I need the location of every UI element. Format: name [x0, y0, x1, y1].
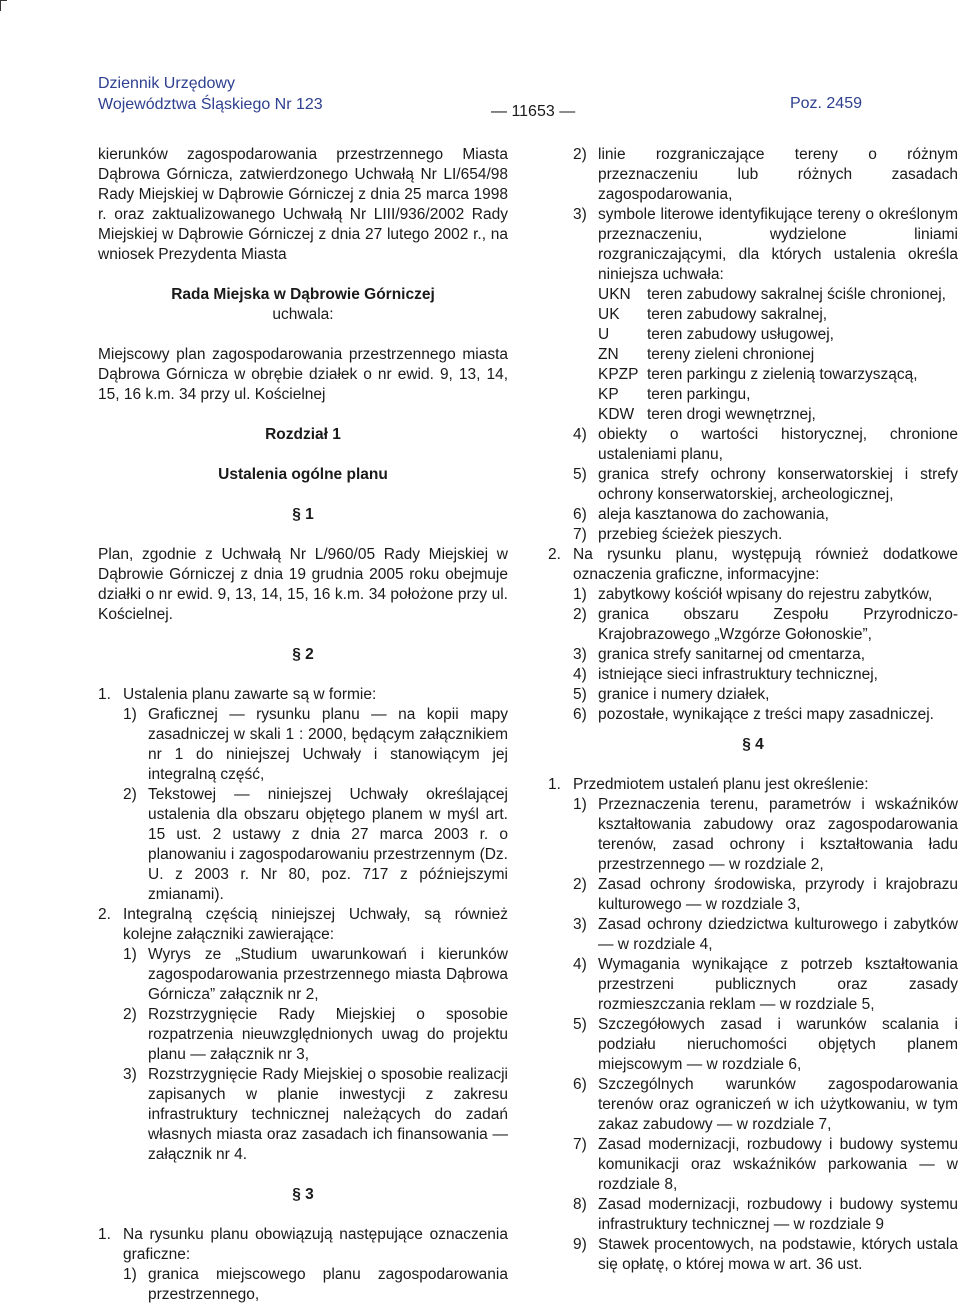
item-text: Tekstowej — niniejszej Uchwały określającej ustalenia dla obszaru objętego planem w myśl art. 15 ust. 2 ustawy z dnia 27 marca 2003 r. o planowaniu i zagospodarowaniu przestrzennym (Dz. U. z 2003 r. Nr 80, poz. 717 z późniejszymi zmianami).: [148, 786, 508, 903]
item-text: Przeznaczenia terenu, parametrów i wskaźników kształtowania zabudowy oraz zagospodarowania terenów, zasad ochrony i kształtowania ładu przestrzennego — w rozdziale 2,: [598, 796, 958, 873]
right-column: [548, 145, 958, 1275]
section-1-heading: § 1: [292, 506, 314, 523]
item-number: 5): [573, 686, 587, 703]
list-item: [548, 525, 958, 545]
list-item: [548, 1195, 958, 1235]
publication-name: Dziennik Urzędowy: [98, 75, 235, 92]
section-2-point-1-list: [98, 705, 508, 905]
publication-issue: Województwa Śląskiego Nr 123: [98, 96, 323, 113]
item-number: 1): [573, 586, 587, 603]
item-number: 2): [123, 786, 137, 803]
symbol-code: ZN: [598, 346, 619, 363]
item-text: linie rozgraniczające tereny o różnym przeznaczeniu lub różnych zasadach zagospodarowania,: [598, 146, 958, 203]
item-number: 1): [573, 796, 587, 813]
symbol-row: [548, 285, 958, 305]
symbol-description: teren zabudowy usługowej,: [647, 326, 834, 343]
symbol-code: KPZP: [598, 366, 639, 383]
symbol-code: KP: [598, 386, 619, 403]
item-text: granica strefy sanitarnej od cmentarza,: [598, 646, 866, 663]
chapter-number: Rozdział 1: [265, 426, 341, 443]
item-number: 3): [573, 916, 587, 933]
item-text: Szczegółowych zasad i warunków scalania i podziału nieruchomości objętych planem miejscowym — w rozdziale 6,: [598, 1016, 958, 1073]
list-item: [548, 915, 958, 955]
item-number: 2): [573, 876, 587, 893]
item-number: 9): [573, 1236, 587, 1253]
item-text: granice i numery działek,: [598, 686, 770, 703]
item-number: 7): [573, 526, 587, 543]
item-text: Szczególnych warunków zagospodarowania terenów oraz ograniczeń w ich użytkowaniu, w tym zakaz zabudowy — w rozdziale 7,: [598, 1076, 958, 1133]
symbol-code: U: [598, 326, 610, 343]
page-header: [98, 73, 862, 121]
item-number: 5): [573, 1016, 587, 1033]
section-3-heading: § 3: [292, 1186, 314, 1203]
item-text: Wyrys ze „Studium uwarunkowań i kierunków zagospodarowania przestrzennego miasta Dąbrowa Górnicza” załącznik nr 2,: [148, 946, 508, 1003]
list-item: [98, 1065, 508, 1165]
symbol-code: UK: [598, 306, 620, 323]
item-text: aleja kasztanowa do zachowania,: [598, 506, 829, 523]
list-item: [548, 1075, 958, 1135]
list-item: [548, 205, 958, 285]
item-text: granica obszaru Zespołu Przyrodniczo-Krajobrazowego „Wzgórze Gołonoskie”,: [598, 606, 958, 643]
item-number: 8): [573, 1196, 587, 1213]
list-item: [548, 665, 958, 685]
item-text: Zasad modernizacji, rozbudowy i budowy systemu komunikacji oraz wskaźników parkowania — w rozdziale 8,: [598, 1136, 958, 1193]
list-item: [548, 685, 958, 705]
item-number: 1): [123, 946, 137, 963]
point-text: Integralną częścią niniejszej Uchwały, są również kolejne załączniki zawierające:: [123, 906, 508, 943]
list-item: [548, 145, 958, 205]
item-text: Zasad modernizacji, rozbudowy i budowy systemu infrastruktury technicznej — w rozdziale 9: [598, 1196, 958, 1233]
point-number: 1.: [98, 686, 111, 703]
section-2-point-2-list: [98, 945, 508, 1165]
resolves-label: uchwala:: [272, 306, 334, 323]
section-2-heading: § 2: [292, 646, 314, 663]
item-text: Graficznej — rysunku planu — na kopii mapy zasadniczej w skali 1 : 2000, będącym załącznikiem nr 1 do niniejszej Uchwały i stanowiącym jej integralną część,: [148, 706, 508, 783]
item-number: 4): [573, 956, 587, 973]
symbol-description: teren drogi wewnętrznej,: [647, 406, 816, 423]
plan-title: Miejscowy plan zagospodarowania przestrzennego miasta Dąbrowa Górnicza w obrębie działek o nr ewid. 9, 13, 14, 15, 16 k.m. 34 przy ul. Kościelnej: [98, 346, 508, 403]
list-item: [98, 1265, 508, 1305]
symbol-row: [548, 385, 958, 405]
item-number: 6): [573, 506, 587, 523]
symbol-description: teren parkingu,: [647, 386, 751, 403]
list-item: [548, 465, 958, 505]
item-number: 2): [573, 146, 587, 163]
council-name: Rada Miejska w Dąbrowie Górniczej: [171, 286, 435, 303]
item-number: 3): [123, 1066, 137, 1083]
point-number: 2.: [98, 906, 111, 923]
publication-title: [98, 73, 323, 115]
list-item: [98, 785, 508, 905]
item-text: istniejące sieci infrastruktury technicznej,: [598, 666, 878, 683]
section-2-point-2: [98, 905, 508, 945]
item-number: 6): [573, 706, 587, 723]
symbol-code: UKN: [598, 286, 631, 303]
symbol-code: KDW: [598, 406, 635, 423]
list-item: [548, 955, 958, 1015]
list-item: [98, 705, 508, 785]
item-number: 4): [573, 426, 587, 443]
symbol-description: tereny zieleni chronionej: [647, 346, 815, 363]
item-number: 2): [573, 606, 587, 623]
item-text: Stawek procentowych, na podstawie, których ustala się opłatę, o której mowa w art. 36 ust.: [598, 1236, 958, 1273]
point-number: 1.: [548, 776, 561, 793]
item-number: 3): [573, 206, 587, 223]
item-number: 3): [573, 646, 587, 663]
point-text: Na rysunku planu, występują również dodatkowe oznaczenia graficzne, informacyjne:: [573, 546, 958, 583]
section-4-point-1: [548, 775, 958, 795]
item-text: przebieg ścieżek pieszych.: [598, 526, 783, 543]
list-item: [548, 1135, 958, 1195]
symbol-row: [548, 345, 958, 365]
symbol-description: teren zabudowy sakralnej ściśle chronionej,: [647, 286, 946, 303]
item-number: 5): [573, 466, 587, 483]
crop-mark: [0, 0, 7, 11]
item-text: zabytkowy kościół wpisany do rejestru zabytków,: [598, 586, 933, 603]
list-item: [98, 945, 508, 1005]
item-number: 1): [123, 706, 137, 723]
item-text: obiekty o wartości historycznej, chronione ustaleniami planu,: [598, 426, 958, 463]
list-item: [548, 605, 958, 645]
item-number: 1): [123, 1266, 137, 1283]
intro-paragraph: kierunków zagospodarowania przestrzennego Miasta Dąbrowa Górnicza, zatwierdzonego Uchwałą Nr LI/654/98 Rady Miejskiej w Dąbrowie Górniczej z dnia 25 marca 1998 r. oraz zaktualizowanego Uchwałą Nr LIII/936/2002 Rady Miejskiej w Dąbrowie Górniczej z dnia 27 lutego 2002 r., na wniosek Prezydenta Miasta: [98, 146, 508, 263]
item-text: Zasad ochrony dziedzictwa kulturowego i zabytków — w rozdziale 4,: [598, 916, 958, 953]
symbol-row: [548, 405, 958, 425]
item-text: pozostałe, wynikające z treści mapy zasadniczej.: [598, 706, 934, 723]
list-item: [548, 425, 958, 465]
symbol-row: [548, 305, 958, 325]
symbol-description: teren parkingu z zielenią towarzyszącą,: [647, 366, 918, 383]
point-text: Ustalenia planu zawarte są w formie:: [123, 686, 377, 703]
section-1-text: Plan, zgodnie z Uchwałą Nr L/960/05 Rady Miejskiej w Dąbrowie Górniczej z dnia 19 grudnia 2005 roku obejmuje działki o nr ewid. 9, 13, 14, 15, 16 k.m. 34 położone przy ul. Kościelnej.: [98, 546, 508, 623]
symbol-description: teren zabudowy sakralnej,: [647, 306, 828, 323]
list-item: [548, 875, 958, 915]
point-number: 2.: [548, 546, 561, 563]
item-text: Zasad ochrony środowiska, przyrody i krajobrazu kulturowego — w rozdziale 3,: [598, 876, 958, 913]
item-text: Rozstrzygnięcie Rady Miejskiej o sposobie realizacji zapisanych w planie inwestycji z zakresu infrastruktury technicznej należących do zadań własnych miasta oraz zasadach ich finansowania — załącznik nr 4.: [148, 1066, 508, 1163]
symbol-row: [548, 325, 958, 345]
item-text: Wymagania wynikające z potrzeb kształtowania przestrzeni publicznych oraz zasady rozmieszczania reklam — w rozdziale 5,: [598, 956, 958, 1013]
item-text: granica strefy ochrony konserwatorskiej i strefy ochrony konserwatorskiej, archeologicznej,: [598, 466, 958, 503]
list-item: [548, 645, 958, 665]
point-text: Na rysunku planu obowiązują następujące oznaczenia graficzne:: [123, 1226, 508, 1263]
left-column: [98, 145, 508, 1305]
position-number: Poz. 2459: [789, 95, 862, 112]
symbol-row: [548, 365, 958, 385]
section-4-heading: § 4: [742, 736, 764, 753]
point-number: 1.: [98, 1226, 111, 1243]
list-item: [98, 1005, 508, 1065]
section-3-point-1: [98, 1225, 508, 1265]
list-item: [548, 1235, 958, 1275]
page-number: — 11653 —: [491, 103, 576, 120]
list-item: [548, 505, 958, 525]
item-number: 7): [573, 1136, 587, 1153]
item-text: Rozstrzygnięcie Rady Miejskiej o sposobie rozpatrzenia nieuwzględnionych uwag do projektu planu — załącznik nr 3,: [148, 1006, 508, 1063]
section-3-point-2: [548, 545, 958, 585]
point-text: Przedmiotem ustaleń planu jest określenie:: [573, 776, 869, 793]
item-number: 4): [573, 666, 587, 683]
list-item: [548, 705, 958, 725]
item-number: 6): [573, 1076, 587, 1093]
list-item: [548, 795, 958, 875]
item-number: 2): [123, 1006, 137, 1023]
chapter-title: Ustalenia ogólne planu: [218, 466, 388, 483]
list-item: [548, 1015, 958, 1075]
symbol-list: [548, 285, 958, 425]
item-text: symbole literowe identyfikujące tereny o określonym przeznaczeniu, wydzielone liniami rozgraniczającymi, dla których ustalenia określa niniejsza uchwała:: [598, 206, 958, 283]
section-2-point-1: [98, 685, 508, 705]
list-item: [548, 585, 958, 605]
item-text: granica miejscowego planu zagospodarowania przestrzennego,: [148, 1266, 508, 1303]
